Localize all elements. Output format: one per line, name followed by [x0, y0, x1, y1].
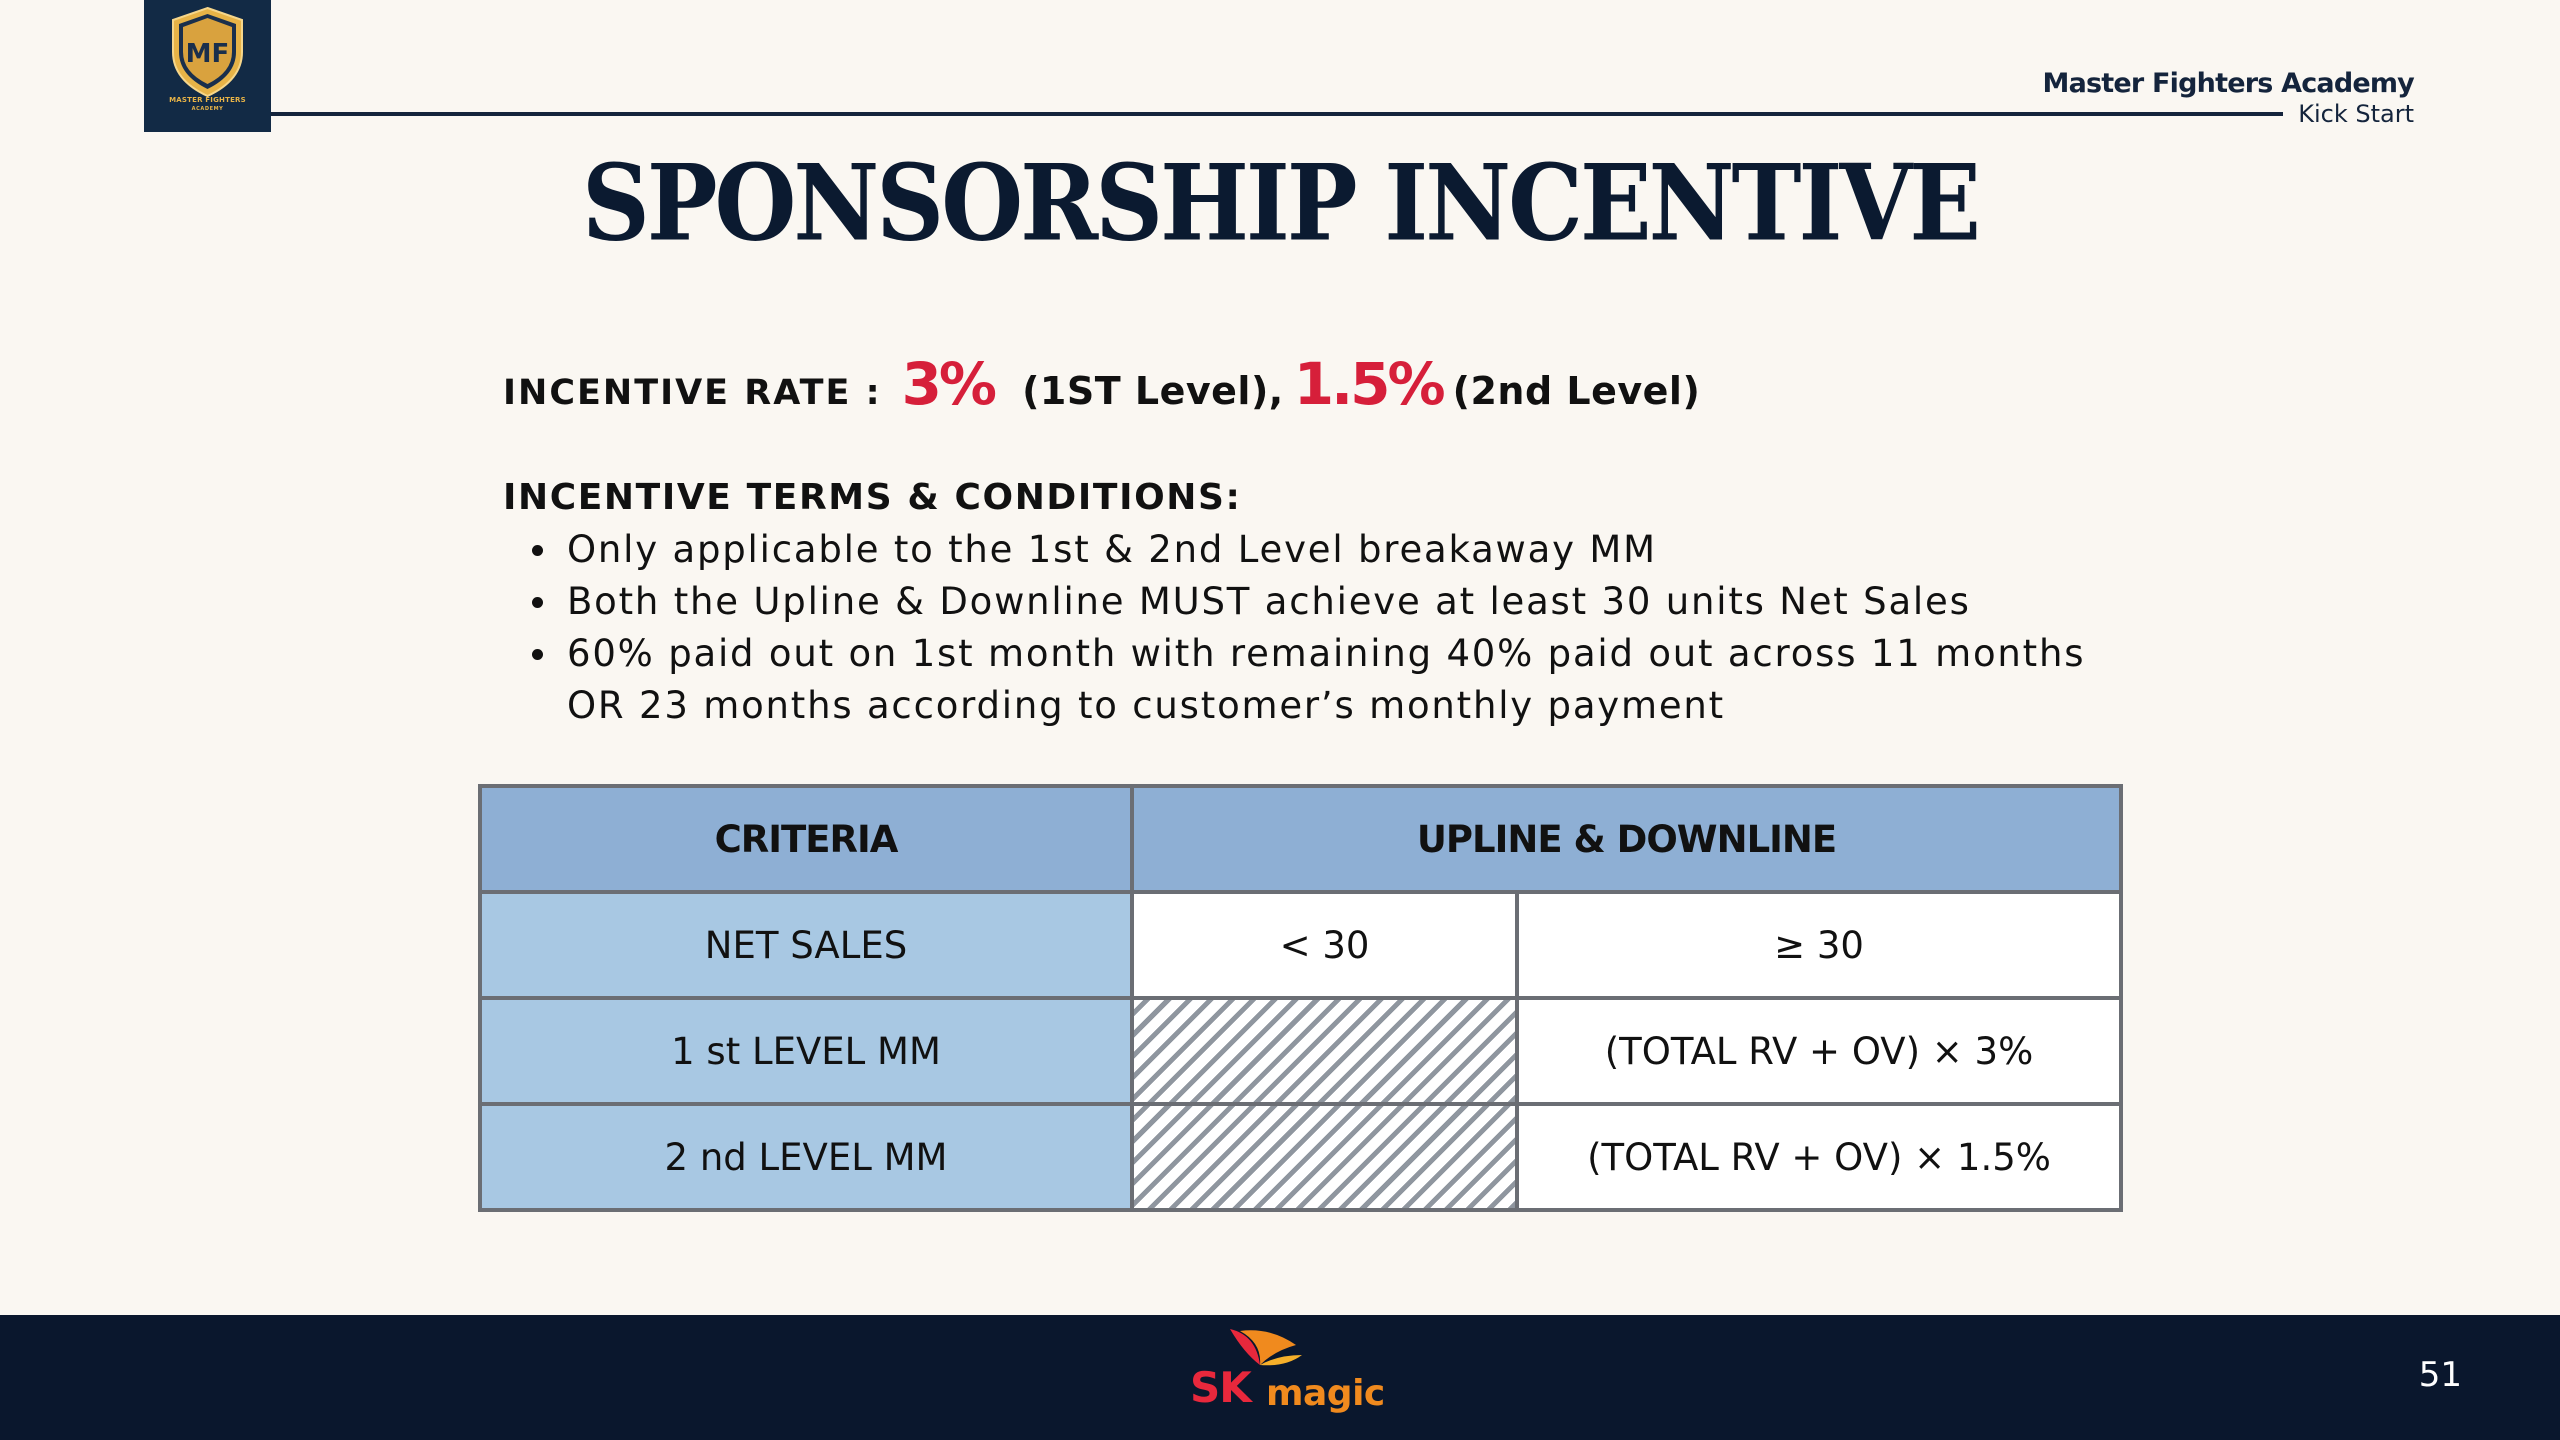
table-header-row	[480, 786, 2121, 892]
rate-first-value: 3%	[901, 350, 995, 418]
logo-caption: MASTER FIGHTERS	[169, 96, 246, 104]
brand-name: Master Fighters Academy	[2042, 68, 2414, 99]
column-header-upline-downline: UPLINE & DOWNLINE	[1132, 786, 2121, 892]
bullet-icon	[532, 597, 543, 608]
rate-second-note: (2nd Level)	[1452, 369, 1701, 413]
logo-sk-text: SK	[1190, 1363, 1251, 1412]
bullet-icon	[532, 545, 543, 556]
criteria-table	[478, 784, 2123, 1212]
incentive-rate-line	[503, 350, 1700, 430]
page-title: SPONSORSHIP INCENTIVE	[581, 142, 1979, 266]
rate-second-value: 1.5%	[1293, 350, 1443, 418]
brand-subtitle: Kick Start	[2288, 100, 2414, 128]
table-row	[480, 1104, 2121, 1210]
row-label: 2 nd LEVEL MM	[480, 1104, 1132, 1210]
terms-heading: INCENTIVE TERMS & CONDITIONS:	[503, 477, 1242, 518]
logo-caption-sub: ACADEMY	[191, 106, 224, 112]
terms-item-text: 60% paid out on 1st month with remaining 40% paid out across 11 months	[567, 632, 2086, 675]
header-divider	[271, 112, 2283, 116]
table-row	[480, 998, 2121, 1104]
not-applicable-hatched-cell	[1132, 998, 1517, 1104]
terms-item	[530, 524, 2085, 576]
terms-item	[530, 628, 2085, 732]
logo-magic-text: magic	[1266, 1373, 1385, 1414]
column-header-criteria: CRITERIA	[480, 786, 1132, 892]
terms-item-text-continued: OR 23 months according to customer’s monthly payment	[567, 684, 1725, 727]
row-label: 1 st LEVEL MM	[480, 998, 1132, 1104]
table-row	[480, 892, 2121, 998]
rate-label: INCENTIVE RATE :	[503, 373, 882, 413]
logo-monogram: MF	[185, 39, 230, 69]
footer-bar	[0, 1315, 2560, 1440]
formula-cell: (TOTAL RV + OV) × 3%	[1517, 998, 2121, 1104]
page-number: 51	[2418, 1355, 2462, 1395]
at-least-30-cell: ≥ 30	[1517, 892, 2121, 998]
terms-item	[530, 576, 2085, 628]
not-applicable-hatched-cell	[1132, 1104, 1517, 1210]
bullet-icon	[532, 649, 543, 660]
below-30-cell: < 30	[1132, 892, 1517, 998]
terms-list	[530, 524, 2085, 732]
shield-logo-icon	[144, 0, 271, 132]
sk-magic-logo	[1182, 1325, 1385, 1425]
formula-cell: (TOTAL RV + OV) × 1.5%	[1517, 1104, 2121, 1210]
academy-logo	[144, 0, 271, 132]
rate-first-note: (1ST Level),	[1022, 369, 1284, 413]
row-label: NET SALES	[480, 892, 1132, 998]
terms-item-text: Both the Upline & Downline MUST achieve at least 30 units Net Sales	[567, 580, 1971, 623]
terms-item-text: Only applicable to the 1st & 2nd Level breakaway MM	[567, 528, 1657, 571]
